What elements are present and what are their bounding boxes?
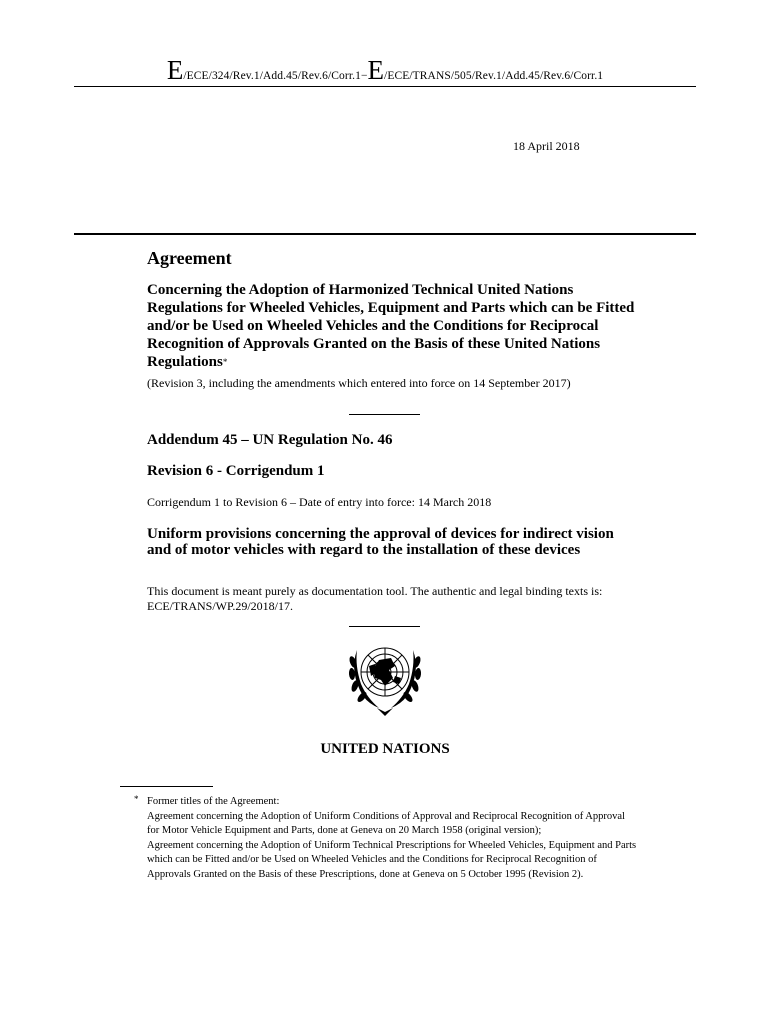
header-divider (74, 233, 696, 235)
agreement-title-text: Concerning the Adoption of Harmonized Technical United Nations Regulations for Wheeled Vehicles, Equipment and Parts which can be Fitted and/or be Used on Wheeled Vehicles and the Conditions for Reciprocal Recognition of Approvals Granted on the Basis of these United Nations Regulations (147, 282, 635, 370)
symbol-separator: − (360, 70, 368, 82)
footnote-line: Agreement concerning the Adoption of Uniform Conditions of Approval and Reciprocal Recognition of Approval for Motor Vehicle Equipment and Parts, done at Geneva on 20 March 1958 (original version); (147, 810, 625, 836)
footnote-line: Agreement concerning the Adoption of Uniform Technical Prescriptions for Wheeled Vehicles, Equipment and Parts which can be Fitted and/or be Used on Wheeled Vehicles and the Conditions for Reciprocal Recognition of Approvals Granted on the Basis of these Prescriptions, done at Geneva on 5 October 1995 (Revision 2). (147, 839, 637, 880)
symbol-code-1: /ECE/324/Rev.1/Add.45/Rev.6/Corr.1 (183, 70, 361, 82)
purpose-note: This document is meant purely as documentation tool. The authentic and legal binding texts is: ECE/TRANS/WP.29/2018/17. (147, 584, 603, 613)
footnote-reference[interactable]: * (222, 357, 228, 367)
regulation-title: Uniform provisions concerning the approval of devices for indirect vision and of motor vehicles with regard to the installation of these devices (147, 526, 614, 558)
addendum-heading: Addendum 45 – UN Regulation No. 46 (147, 432, 393, 448)
section-divider-2 (349, 626, 420, 627)
footnote-divider (120, 786, 213, 787)
footnote-line: Former titles of the Agreement: (147, 796, 280, 807)
symbol-code-2: /ECE/TRANS/505/Rev.1/Add.45/Rev.6/Corr.1 (384, 70, 604, 82)
symbol-letter-1: E (166, 55, 184, 85)
un-emblem-icon (339, 636, 431, 718)
revision-heading: Revision 6 - Corrigendum 1 (147, 463, 325, 479)
section-divider (349, 414, 420, 415)
agreement-full-title (147, 281, 647, 371)
organization-name: UNITED NATIONS (320, 741, 450, 757)
footnote-body (147, 795, 637, 882)
document-symbol-header (74, 56, 696, 87)
symbol-letter-2: E (367, 55, 385, 85)
footnote-marker: * (134, 794, 139, 804)
corrigendum-line: Corrigendum 1 to Revision 6 – Date of entry into force: 14 March 2018 (147, 495, 492, 509)
document-date: 18 April 2018 (513, 139, 580, 153)
page-title: Agreement (147, 248, 232, 268)
revision-note: (Revision 3, including the amendments which entered into force on 14 September 2017) (147, 376, 571, 390)
